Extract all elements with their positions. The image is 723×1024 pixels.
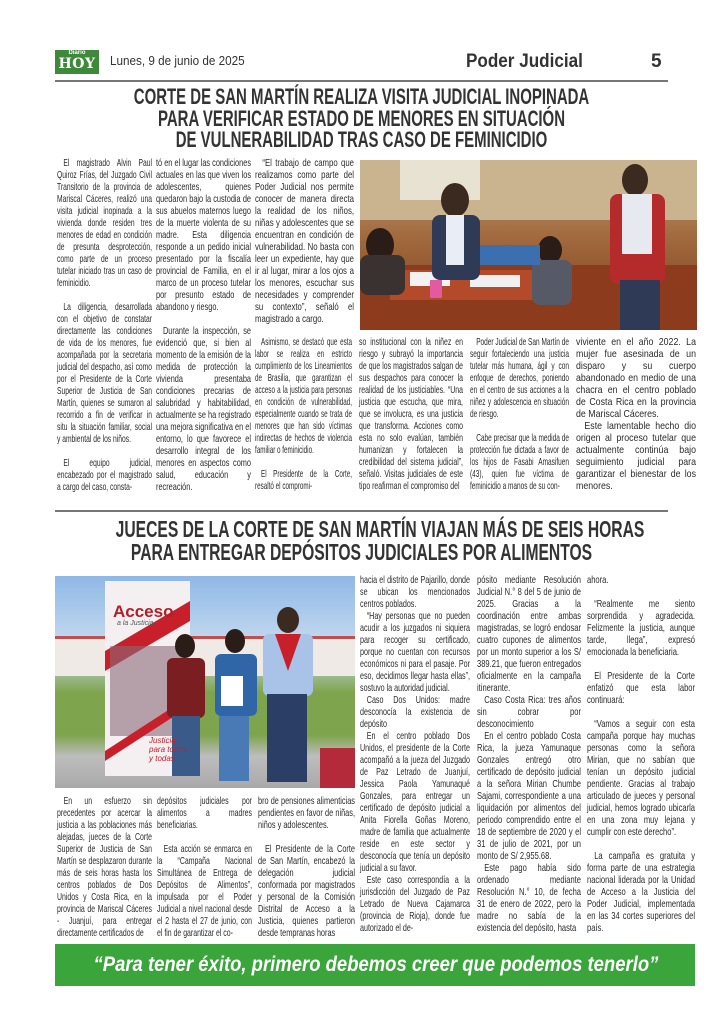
article1-column-3: [255, 157, 354, 325]
article-paragraph: Este lamentable hecho dio origen al proceso tutelar que actualmente continúa bajo seguimiento judicial para garantizar el bienestar de los menores.: [576, 420, 696, 492]
article-paragraph: “Vamos a seguir con esta campaña porque hay muchas personas como la señora Mirian, que no sabían que tenían un depósito judicial pendiente. Gracias al trabajo articulado de jueces y personal judicial, hemos logrado ubicarla en una zona muy lejana y cumplir con este derecho”.: [587, 718, 695, 838]
article2-column-3: [258, 795, 355, 939]
article-paragraph: La campaña es gratuita y forma parte de una estrategia nacional liderada por la Unidad de Acceso a la Justicia del Poder Judicial, implementada en las 34 cortes superiores del país.: [587, 850, 695, 934]
page-number: 5: [651, 51, 662, 72]
article1-column-2: [156, 157, 251, 493]
poster-subtitle: a la Justicia: [117, 620, 154, 627]
article2-column-5: [477, 574, 581, 934]
article-paragraph: Este pago había sido ordenado mediante Resolución N.° 10, de fecha 31 de enero de 2022, pero la madre no sabía de la existencia del depósito, hasta: [477, 862, 581, 934]
article-paragraph: Caso Costa Rica: tres años sin cobrar por desconocimiento: [477, 694, 581, 730]
home-visit-photo: [360, 160, 697, 330]
article2-photo: [55, 576, 355, 788]
quote-text: “Para tener éxito, primero debemos creer que podemos tenerlo”: [93, 953, 659, 976]
headline-line: PARA VERIFICAR ESTADO DE MENORES EN SITUACIÓN: [157, 105, 566, 131]
article-paragraph: El Presidente de la Corte de San Martín, encabezó la delegación judicial conformada por magistrados y personal de la Comisión Distrital de Acceso a la Justicia, quienes partieron desde tempranas horas: [258, 843, 355, 939]
article2-column-6: [587, 574, 695, 934]
article-divider: [55, 510, 668, 512]
headline-line: PARA ENTREGAR DEPÓSITOS JUDICIALES POR ALIMENTOS: [130, 539, 593, 565]
article-paragraph: El Presidente de la Corte enfatizó que esta labor continuará:: [587, 670, 695, 706]
article1-column-7: [576, 336, 696, 492]
poster-slogan: Justicia para todos y todas: [149, 736, 187, 763]
article2-headline: [0, 518, 723, 564]
article-paragraph: viviente en el año 2022. La mujer fue asesinada de un disparo y su cuerpo abandonado en medio de una chacra en el centro poblado de Costa Rica en la provincia de Mariscal Cáceres.: [576, 336, 696, 420]
article-paragraph: El equipo judicial, encabezado por el magistrado a cargo del caso, consta-: [57, 457, 152, 493]
article-paragraph: En un esfuerzo sin precedentes por acercar la justicia a las poblaciones más alejadas, jueces de la Corte Superior de Justicia de San Martín se desplazaron durante más de seis horas hasta los centros poblados de Dos Unidos y Costa Rica, en la provincia de Mariscal Cáceres - Juanjuí, para entregar directamente certificados de: [57, 795, 152, 939]
article-paragraph: La diligencia, desarrollada con el objetivo de constatar directamente las condiciones de vida de los menores, fue acompañada por la secretaria judicial del despacho, así como por el Presidente de la Corte Superior de Justicia de San Martín, quienes se sumaron al recorrido a fin de verificar in situ la situación familiar, social y ambiental de los niños.: [57, 301, 152, 445]
article1-column-1: [57, 157, 152, 493]
article-paragraph: bro de pensiones alimenticias pendientes en favor de niñas, niños y adolescentes.: [258, 795, 355, 831]
header-divider: [55, 80, 668, 82]
article-paragraph: depósitos judiciales por alimentos a madres beneficiarias.: [157, 795, 252, 831]
issue-date: Lunes, 9 de junio de 2025: [110, 53, 245, 68]
article-paragraph: En el centro poblado Dos Unidos, el presidente de la Corte acompañó a la jueza del Juzgado de Paz Letrado de Juanjuí, Jessica Paola Yamunaqué Gonzales, para entregar un certificado de depósito judicial a Anita Fiorella Goñas Moreno, madre de familia que actualmente reside en este sector y desconocía que tenía un depósito judicial a su favor.: [360, 730, 470, 874]
diario-hoy-logo: [55, 50, 99, 74]
article2-column-2: [157, 795, 252, 939]
article-paragraph: pósito mediante Resolución Judicial N.° 8 del 5 de junio de 2025. Gracias a la coordinación entre ambas magistradas, se logró endosar cuatro cupones de alimentos por un monto superior a los S/ 389.21, que fueron entregados oficialmente en la campaña itinerante.: [477, 574, 581, 694]
article-paragraph: Poder Judicial de San Martín de seguir fortaleciendo una justicia tutelar más humana, ágil y con enfoque de derechos, poniendo en el centro de sus acciones a la niñez y adolescencia en situación de riesgo.: [470, 336, 569, 420]
article-paragraph: Este caso correspondía a la jurisdicción del Juzgado de Paz Letrado de Nueva Cajamarca (provincia de Rioja), donde fue autorizado el de-: [360, 874, 470, 934]
article1-column-6: [470, 336, 569, 492]
poster-title: Acceso: [113, 602, 174, 621]
delivery-photo: [55, 576, 355, 788]
article-paragraph: “Realmente me siento sorprendida y agradecida. Felizmente la justicia, aunque tarde, llega”, expresó emocionada la beneficiaria.: [587, 598, 695, 658]
article-paragraph: hacia el distrito de Pajarillo, donde se ubican los mencionados centros poblados.: [360, 574, 470, 610]
article-paragraph: “El trabajo de campo que realizamos como parte del Poder Judicial nos permite conocer de manera directa la realidad de los niños, niñas y adolescentes que se encuentran en condición de vulnerabilidad. No basta con leer un expediente, hay que ir al lugar, mirar a los ojos a los menores, escuchar sus necesidades y comprender su contexto”, señaló el magistrado a cargo.: [255, 157, 354, 325]
logo-main-text: HOY: [58, 56, 96, 72]
article2-column-4: [360, 574, 470, 934]
article1-column-4: [255, 336, 352, 492]
article-paragraph: tó en el lugar las condiciones actuales en las que viven los adolescentes, quienes quedaron bajo la custodia de sus abuelos maternos luego de la muerte violenta de su madre. Esta diligencia responde a un pedido inicial presentado por la fiscalía provincial de Familia, en el marco de un proceso tutelar por presunto estado de abandono y riesgo.: [156, 157, 251, 313]
article1-column-5: [359, 336, 463, 492]
article-paragraph: Cabe precisar que la medida de protección fue dictada a favor de los hijos de Fasabi Amasifuen (43), quien fue víctima de feminicidio a manos de su con-: [470, 432, 569, 492]
section-title: Poder Judicial: [466, 51, 583, 72]
article-paragraph: El Presidente de la Corte, resaltó el compromi-: [255, 468, 352, 492]
headline-line: JUECES DE LA CORTE DE SAN MARTÍN VIAJAN MÁS DE SEIS HORAS: [115, 516, 645, 542]
article-paragraph: so institucional con la niñez en riesgo y subrayó la importancia de que los magistrados salgan de sus despachos para conocer la realidad de los justiciables. “Una justicia que escucha, que mira, que se involucra, es una justicia que transforma. Acciones como esta no solo evalúan, también humanizan y fortalecen la credibilidad del sistema judicial”, señaló. Visitas judiciales de este tipo reafirman el compromiso del: [359, 336, 463, 492]
article-paragraph: En el centro poblado Costa Rica, la jueza Yamunaque Gonzales entregó otro certificado de depósito judicial a la señora Mirian Chumbe Sajami, correspondiente a una liquidación por alimentos del periodo comprendido entre el 18 de septiembre de 2020 y el 31 de julio de 2021, por un monto de S/ 2,955.68.: [477, 730, 581, 862]
article-paragraph: “Hay personas que no pueden acudir a los juzgados ni siquiera para recoger su certificado, porque no cuentan con recursos económicos ni para el pasaje. Por eso, decidimos llegar hasta ellas”, sostuvo la autoridad judicial.: [360, 610, 470, 694]
article-paragraph: Esta acción se enmarca en la “Campaña Nacional Simultánea de Entrega de Depósitos de Alimentos”, impulsada por el Poder Judicial a nivel nacional desde el 2 hasta el 27 de junio, con el fin de garantizar el co-: [157, 843, 252, 939]
headline-line: DE VULNERABILIDAD TRAS CASO DE FEMINICIDIO: [175, 127, 548, 152]
logo-small-text: Diario: [68, 50, 86, 56]
article-paragraph: Caso Dos Unidos: madre desconocía la existencia de depósito: [360, 694, 470, 730]
article1-photo: [360, 160, 697, 330]
article2-column-1: [57, 795, 152, 939]
quote-banner: [55, 944, 695, 986]
article-paragraph: El magistrado Alvin Paul Quiroz Frías, del Juzgado Civil Transitorio de la provincia de Mariscal Cáceres, realizó una visita judicial inopinada a la vivienda donde residen tres menores de edad en condición de presunta desprotección, como parte de un proceso tutelar iniciado tras un caso de feminicidio.: [57, 157, 152, 289]
article-paragraph: Asimismo, se destacó que esta labor se realiza en estricto cumplimiento de los Lineamientos de Brasilia, que garantizan el acceso a la justicia para personas en condición de vulnerabilidad, especialmente cuando se trata de menores que han sido víctimas indirectas de hechos de violencia familiar o feminicidio.: [255, 336, 352, 456]
article-paragraph: ahora.: [587, 574, 609, 586]
article-paragraph: Durante la inspección, se evidenció que, si bien al momento de la emisión de la medida de protección la vivienda presentaba condiciones precarias de salubridad y habitabilidad, actualmente se ha registrado una mejora significativa en el entorno, lo que favorece el desarrollo integral de los menores en aspectos como salud, educación y recreación.: [156, 325, 251, 493]
article1-headline: [0, 86, 723, 151]
headline-line: CORTE DE SAN MARTÍN REALIZA VISITA JUDICIAL INOPINADA: [133, 84, 590, 109]
